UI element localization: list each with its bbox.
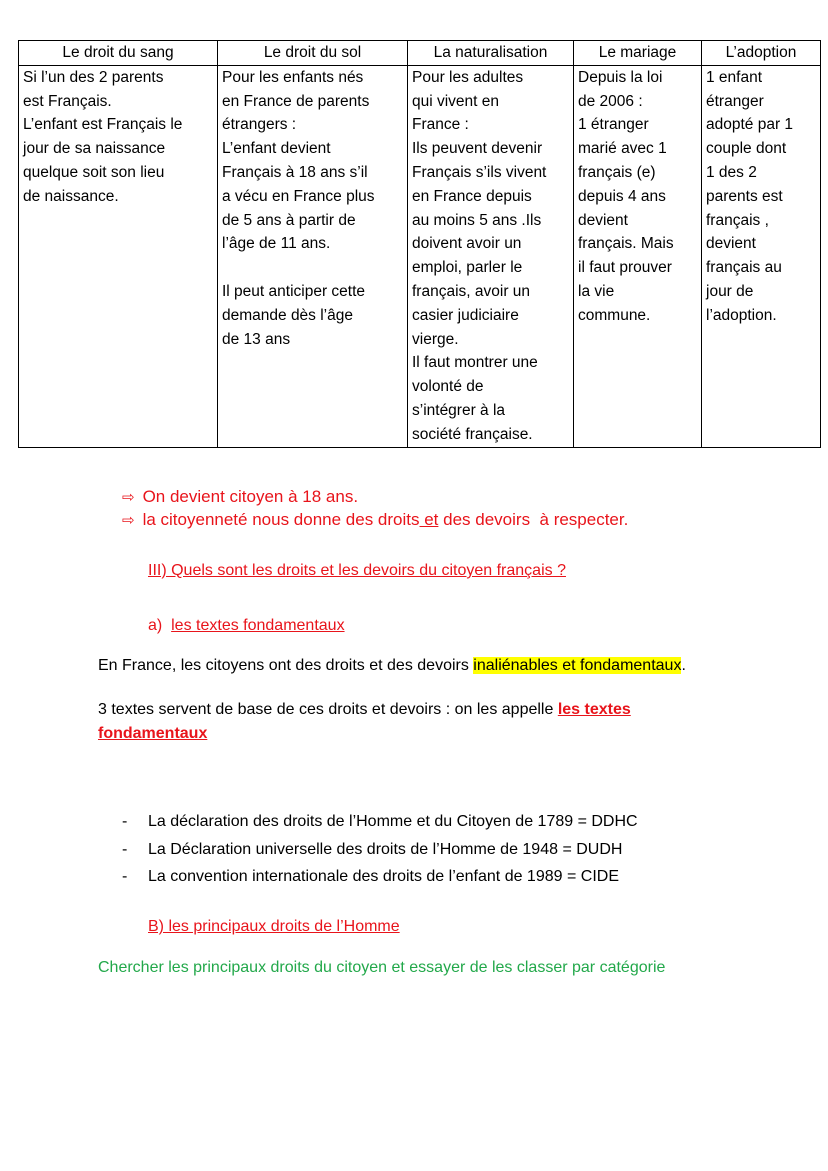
nationality-table xyxy=(18,40,821,448)
cell-line: Pour les adultes xyxy=(412,68,524,86)
subsection-b-title: B) les principaux droits de l’Homme xyxy=(148,918,400,935)
header-droit-du-sol: Le droit du sol xyxy=(218,41,408,66)
cell-line: Français à 18 ans s’il xyxy=(222,163,368,181)
cell-mariage xyxy=(574,65,702,447)
cell-line: casier judiciaire xyxy=(412,306,519,324)
arrow-icon: ⇨ xyxy=(122,489,135,506)
cell-line: Il faut montrer une xyxy=(412,354,538,372)
subsection-a xyxy=(148,617,345,635)
cell-line xyxy=(222,256,403,280)
cell-line: Ils peuvent devenir xyxy=(412,140,543,158)
emphasis-text: les textes xyxy=(557,701,631,718)
cell-line: emploi, parler le xyxy=(412,259,523,277)
cell-line: de 5 ans à partir de xyxy=(222,211,356,229)
header-naturalisation: La naturalisation xyxy=(408,41,574,66)
cell-line: L’enfant devient xyxy=(222,140,331,158)
cell-line: Depuis la loi xyxy=(578,68,663,86)
bullet-citizen-age xyxy=(122,487,358,507)
cell-line: 1 des 2 xyxy=(706,163,757,181)
cell-line: français, avoir un xyxy=(412,282,531,300)
cell-line: 1 étranger xyxy=(578,116,649,134)
list-item: - La Déclaration universelle des droits de l’Homme de 1948 = DUDH xyxy=(122,840,623,858)
cell-line: est Français. xyxy=(23,92,112,110)
cell-line: devient xyxy=(706,235,756,253)
cell-line: qui vivent en xyxy=(412,92,500,110)
cell-line: Si l’un des 2 parents xyxy=(23,68,164,86)
cell-line: quelque soit son lieu xyxy=(23,163,165,181)
para-text: En France, les citoyens ont des droits et des devoirs xyxy=(98,657,474,674)
paragraph-texts xyxy=(98,698,631,746)
emphasis-text: fondamentaux xyxy=(98,725,208,742)
cell-line: l’adoption. xyxy=(706,306,777,324)
arrow-icon: ⇨ xyxy=(122,512,135,529)
header-droit-du-sang: Le droit du sang xyxy=(19,41,218,66)
table-header-row xyxy=(19,41,821,66)
cell-line: société française. xyxy=(412,425,533,443)
cell-line: doivent avoir un xyxy=(412,235,522,253)
cell-line: au moins 5 ans .Ils xyxy=(412,211,542,229)
cell-line: commune. xyxy=(578,306,651,324)
cell-line: couple dont xyxy=(706,140,787,158)
bullet-text-end: des devoirs à respecter. xyxy=(438,510,629,529)
paragraph-rights xyxy=(98,657,686,675)
cell-naturalisation xyxy=(408,65,574,447)
cell-line: étrangers : xyxy=(222,116,297,134)
para-end: . xyxy=(681,657,686,674)
subsection-a-title: les textes fondamentaux xyxy=(171,617,345,634)
cell-line: s’intégrer à la xyxy=(412,401,506,419)
list-item: - La convention internationale des droits de l’enfant de 1989 = CIDE xyxy=(122,868,619,885)
cell-line: étranger xyxy=(706,92,764,110)
bullet-text: la citoyenneté nous donne des droits xyxy=(142,510,420,529)
cell-line: français au xyxy=(706,259,782,277)
cell-line: adopté par 1 xyxy=(706,116,794,134)
cell-adoption xyxy=(702,65,821,447)
para-text: 3 textes servent de base de ces droits et devoirs : on les appelle xyxy=(98,701,558,718)
cell-line: en France de parents xyxy=(222,92,370,110)
cell-line: l’âge de 11 ans. xyxy=(222,235,331,253)
header-mariage: Le mariage xyxy=(574,41,702,66)
cell-droit-du-sol xyxy=(218,65,408,447)
cell-line: devient xyxy=(578,211,628,229)
cell-line: a vécu en France plus xyxy=(222,187,375,205)
bullet-underlined-et: et xyxy=(419,510,439,529)
cell-line: parents est xyxy=(706,187,783,205)
cell-line: marié avec 1 xyxy=(578,140,667,158)
cell-line: en France depuis xyxy=(412,187,532,205)
subsection-a-number: a) xyxy=(148,617,163,634)
cell-line: Il peut anticiper cette xyxy=(222,282,366,300)
bullet-rights-duties xyxy=(122,510,628,530)
cell-line: demande dès l’âge xyxy=(222,306,353,324)
cell-line: jour de xyxy=(706,282,754,300)
cell-line: français , xyxy=(706,211,769,229)
cell-line: français. Mais xyxy=(578,235,674,253)
cell-line: la vie xyxy=(578,282,615,300)
section-3-title: III) Quels sont les droits et les devoirs du citoyen français ? xyxy=(148,562,566,579)
cell-line: France : xyxy=(412,116,469,134)
cell-line: il faut prouver xyxy=(578,259,672,277)
cell-line: vierge. xyxy=(412,330,459,348)
fundamental-texts-list xyxy=(122,808,638,891)
cell-line: 1 enfant xyxy=(706,68,763,86)
list-item-text: La Déclaration universelle des droits de l’Homme de 1948 = DUDH xyxy=(148,840,623,858)
list-item-text: La convention internationale des droits de l’enfant de 1989 = CIDE xyxy=(148,868,619,885)
list-item-text: La déclaration des droits de l’Homme et du Citoyen de 1789 = DDHC xyxy=(148,813,638,830)
cell-line: de 2006 : xyxy=(578,92,643,110)
cell-line: français (e) xyxy=(578,163,656,181)
cell-line: L’enfant est Français le xyxy=(23,116,183,134)
cell-line: de naissance. xyxy=(23,187,119,205)
cell-line: de 13 ans xyxy=(222,330,291,348)
exercise-instruction: Chercher les principaux droits du citoyen et essayer de les classer par catégorie xyxy=(98,959,666,976)
cell-line: Français s’ils vivent xyxy=(412,163,547,181)
list-item: - La déclaration des droits de l’Homme et du Citoyen de 1789 = DDHC xyxy=(122,813,638,830)
cell-line: Pour les enfants nés xyxy=(222,68,364,86)
header-adoption: L’adoption xyxy=(702,41,821,66)
cell-line: depuis 4 ans xyxy=(578,187,666,205)
bullet-text: On devient citoyen à 18 ans. xyxy=(142,487,359,506)
cell-line: volonté de xyxy=(412,378,484,396)
cell-droit-du-sang xyxy=(19,65,218,447)
table-row xyxy=(19,65,821,447)
highlighted-text: inaliénables et fondamentaux xyxy=(473,657,682,674)
cell-line: jour de sa naissance xyxy=(23,140,166,158)
